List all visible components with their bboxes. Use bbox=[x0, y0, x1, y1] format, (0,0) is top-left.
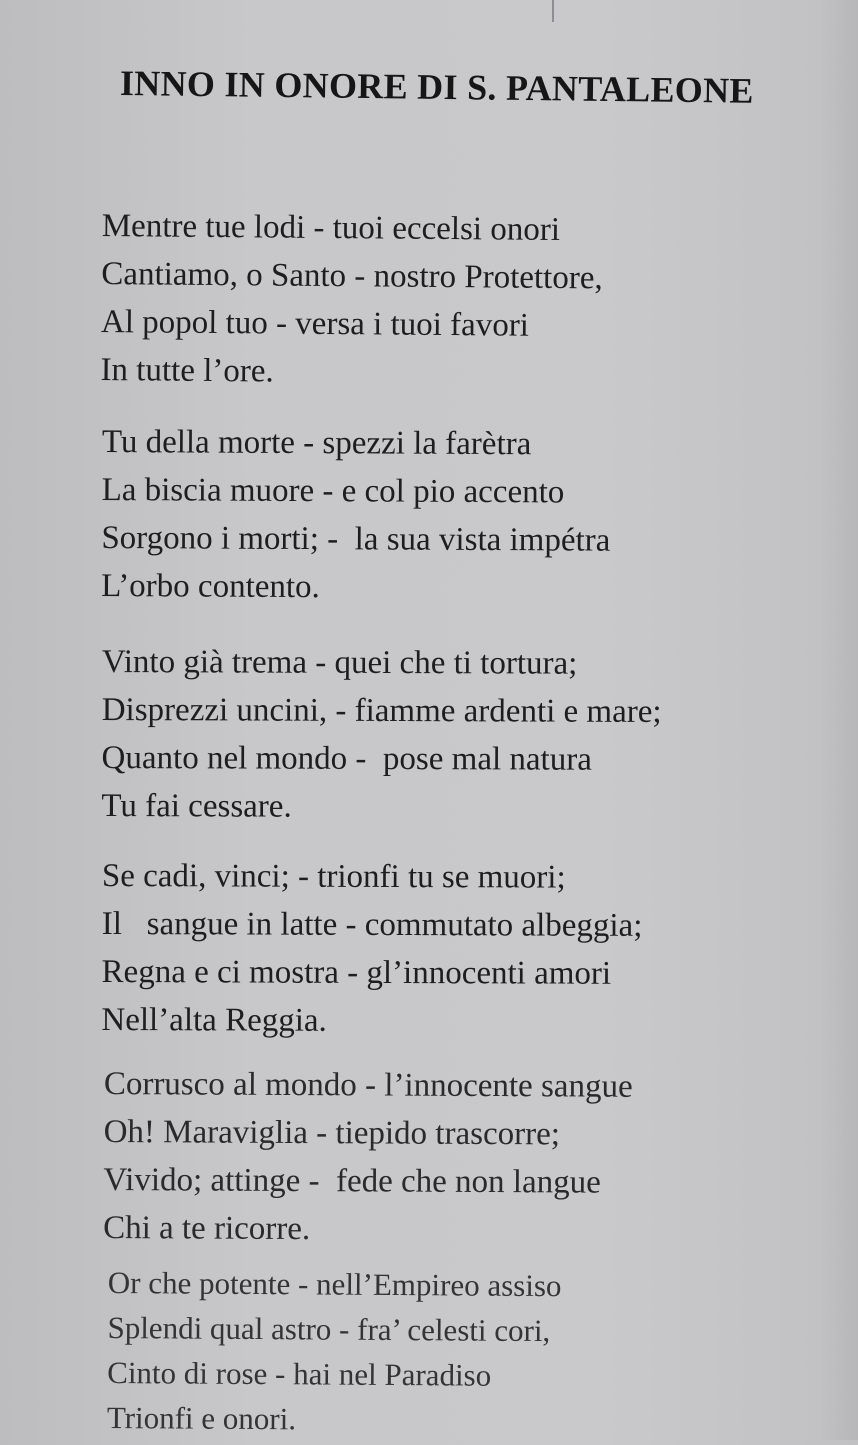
verse-line: Il sangue in latte - commutato albeggia; bbox=[101, 905, 643, 944]
stanza-6 bbox=[107, 1260, 808, 1445]
verse-line: Mentre tue lodi - tuoi eccelsi onori bbox=[101, 207, 561, 248]
verse-line: Regna e ci mostra - gl’innocenti amori bbox=[101, 953, 612, 992]
verse-line: Sorgono i morti; - la sua vista impétra bbox=[101, 519, 611, 559]
verse-line: Corrusco al mondo - l’innocente sangue bbox=[103, 1065, 633, 1105]
verse-line: Tu fai cessare. bbox=[101, 787, 292, 825]
stanza-4 bbox=[101, 852, 802, 1046]
verse-line: Vinto già trema - quei che ti tortura; bbox=[101, 643, 578, 682]
verse-line: Cantiamo, o Santo - nostro Protettore, bbox=[101, 255, 603, 297]
verse-line: Nell’alta Reggia. bbox=[101, 1001, 327, 1039]
verse-line: La biscia muore - e col pio accento bbox=[101, 471, 565, 511]
verse-line: Cinto di rose - hai nel Paradiso bbox=[107, 1354, 492, 1393]
verse-line: Se cadi, vinci; - trionfi tu se muori; bbox=[101, 857, 566, 896]
verse-line: Quanto nel mondo - pose mal natura bbox=[101, 739, 592, 778]
verse-line: Al popol tuo - versa i tuoi favori bbox=[100, 303, 530, 344]
verse-line: L’orbo contento. bbox=[101, 567, 320, 606]
verse-line: Chi a te ricorre. bbox=[103, 1209, 311, 1248]
verse-line: Disprezzi uncini, - fiamme ardenti e mare; bbox=[101, 691, 662, 730]
verse-line: Tu della morte - spezzi la farètra bbox=[101, 423, 532, 463]
verse-line: Or che potente - nell’Empireo assiso bbox=[107, 1264, 562, 1304]
verse-line: Vivido; attinge - fede che non langue bbox=[103, 1161, 601, 1201]
page-crease bbox=[552, 0, 554, 22]
page-edge-shadow bbox=[818, 0, 858, 1440]
stanza-2 bbox=[101, 418, 802, 614]
stanza-3 bbox=[101, 638, 802, 832]
verse-line: Oh! Maraviglia - tiepido trascorre; bbox=[103, 1113, 561, 1153]
hymn-title: INNO IN ONORE DI S. PANTALEONE bbox=[119, 63, 754, 111]
verse-line: In tutte l’ore. bbox=[100, 351, 274, 390]
verse-line: Trionfi e onori. bbox=[106, 1399, 297, 1437]
verse-line: Splendi qual astro - fra’ celesti cori, bbox=[107, 1309, 551, 1349]
stanza-5 bbox=[103, 1060, 804, 1256]
stanza-1 bbox=[100, 202, 802, 400]
